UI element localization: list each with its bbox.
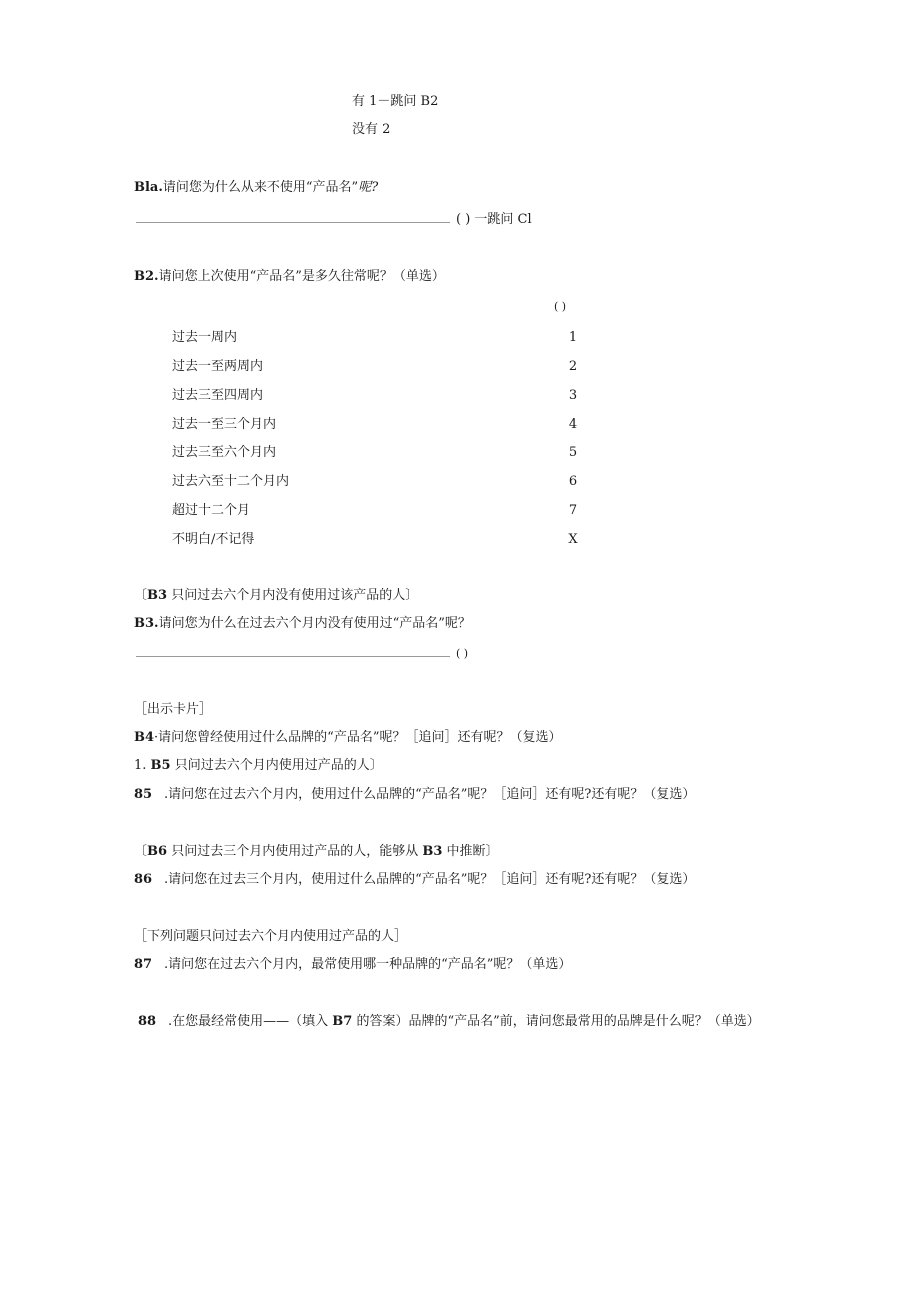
question-code: B3. — [134, 616, 159, 631]
bracket-open: 〔 — [134, 588, 148, 603]
answer-blank[interactable] — [136, 210, 450, 223]
filter-note-b6 — [134, 843, 499, 861]
note-code-ref: B3 — [422, 844, 443, 859]
question-b8 — [138, 1013, 760, 1031]
question-text: .请问您在过去六个月内，最常使用哪一种品牌的“产品名”呢？（单选） — [164, 957, 572, 972]
option-code: 1 — [568, 330, 578, 345]
option-code: 3 — [568, 388, 578, 403]
bracket-open: 〔 — [134, 844, 148, 859]
question-text-tail: 的答案）品牌的“产品名”前，请问您最常用的品牌是什么呢？（单选） — [352, 1014, 760, 1029]
option-code: 4 — [568, 417, 578, 432]
option-label: 过去一至三个月内 — [172, 417, 277, 432]
question-b1a — [134, 179, 378, 197]
screener-no: 没有 2 — [352, 122, 391, 137]
option-code: 5 — [568, 445, 578, 460]
answer-line-b1a — [136, 210, 532, 229]
question-b3 — [134, 615, 471, 633]
option-label: 过去三至四周内 — [172, 388, 264, 403]
question-text: ·请问您曾经使用过什么品牌的“产品名”呢？［追问］还有呢？（复选） — [154, 730, 562, 745]
question-code: Bla. — [134, 180, 163, 195]
question-code-ref: B7 — [332, 1014, 353, 1029]
option-label: 不明白/不记得 — [172, 532, 255, 547]
question-b5 — [134, 786, 695, 804]
question-b7 — [134, 956, 571, 974]
question-code: 85 — [134, 787, 153, 802]
question-code: 88 — [138, 1014, 157, 1029]
question-code: 86 — [134, 872, 153, 887]
question-text: .请问您在过去六个月内，使用过什么品牌的“产品名”呢？［追问］还有呢?还有呢？（复选） — [164, 787, 696, 802]
skip-instruction: ( ) 一跳问 Cl — [456, 212, 532, 227]
question-tail: 呢? — [358, 180, 379, 195]
question-b4 — [134, 729, 561, 747]
note-code: B6 — [147, 844, 168, 859]
filter-note-b3 — [134, 587, 418, 605]
filter-note-b5 — [134, 757, 383, 775]
note-code: B3 — [147, 588, 168, 603]
option-label: 超过十二个月 — [172, 503, 251, 518]
option-code: 2 — [568, 359, 578, 374]
note-text: 只问过去三个月内使用过产品的人，能够从 — [167, 844, 423, 859]
option-label: 过去一周内 — [172, 330, 238, 345]
option-label: 过去一至两周内 — [172, 359, 264, 374]
question-text: 请问您为什么从来不使用“产品名” — [162, 180, 359, 195]
question-text: .请问您在过去三个月内，使用过什么品牌的“产品名”呢？［追问］还有呢?还有呢？（复选） — [164, 872, 696, 887]
question-code: B2. — [134, 269, 159, 284]
question-text: .在您最经常使用——（填入 — [168, 1014, 333, 1029]
question-code: 87 — [134, 957, 153, 972]
show-card-note: ［出示卡片］ — [134, 702, 213, 717]
option-code: X — [568, 532, 578, 547]
option-code: 7 — [568, 503, 578, 518]
question-b2 — [134, 268, 445, 286]
option-label: 过去六至十二个月内 — [172, 474, 290, 489]
question-b6 — [134, 871, 695, 889]
screener-yes: 有 1－跳问 B2 — [352, 94, 439, 109]
option-code: 6 — [568, 474, 578, 489]
answer-blank[interactable] — [136, 644, 450, 657]
answer-code: ( ) — [456, 647, 469, 660]
note-tail: 中推断〕 — [442, 844, 499, 859]
option-label: 过去三至六个月内 — [172, 445, 277, 460]
note-text: 只问过去六个月内使用过产品的人〕 — [170, 758, 383, 773]
code-column-header: ( ) — [554, 300, 567, 313]
note-text: 只问过去六个月内没有使用过该产品的人〕 — [167, 588, 419, 603]
question-text: 请问您为什么在过去六个月内没有使用过“产品名”呢？ — [158, 616, 471, 631]
note-prefix: 1. — [134, 758, 151, 773]
filter-note-b7: ［下列问题只问过去六个月内使用过产品的人］ — [134, 929, 408, 944]
note-code: B5 — [150, 758, 171, 773]
question-code: B4 — [134, 730, 155, 745]
question-text: 请问您上次使用“产品名”是多久往常呢？（单选） — [158, 269, 445, 284]
answer-line-b3 — [136, 644, 468, 663]
